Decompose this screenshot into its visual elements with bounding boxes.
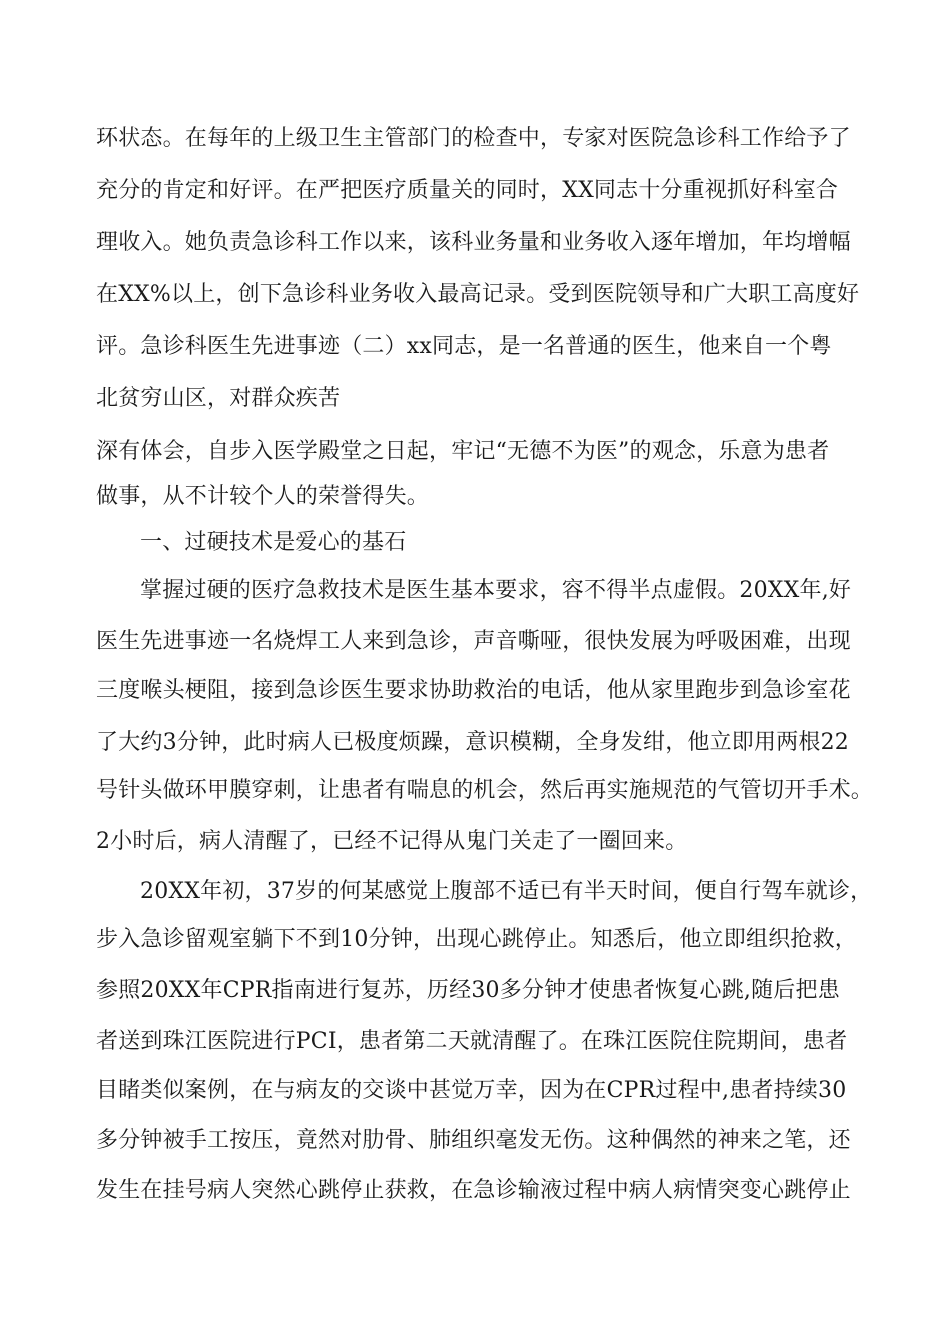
text-line: 者送到珠江医院进行PCI，患者第二天就清醒了。在珠江医院住院期间，患者 bbox=[96, 1029, 848, 1054]
text-line: 参照20XX年CPR指南进行复苏，历经30多分钟才使患者恢复心跳,随后把患 bbox=[96, 978, 840, 1003]
text-line: 三度喉头梗阻，接到急诊医生要求协助救治的电话，他从家里跑步到急诊室花 bbox=[96, 678, 851, 703]
text-line: 多分钟被手工按压，竟然对肋骨、肺组织毫发无伤。这种偶然的神来之笔，还 bbox=[96, 1128, 851, 1153]
text-line: 目睹类似案例，在与病友的交谈中甚觉万幸，因为在CPR过程中,患者持续30 bbox=[96, 1078, 847, 1103]
text-line: 做事，从不计较个人的荣誉得失。 bbox=[96, 484, 430, 509]
text-line: 2小时后，病人清醒了，已经不记得从鬼门关走了一圈回来。 bbox=[96, 829, 688, 854]
text-line: 深有体会，自步入医学殿堂之日起，牢记“无德不为医”的观念，乐意为患者 bbox=[96, 439, 830, 464]
text-line: 了大约3分钟，此时病人已极度烦躁，意识模糊，全身发绀，他立即用两根22 bbox=[96, 730, 849, 755]
section-heading: 一、过硬技术是爱心的基石 bbox=[140, 530, 407, 555]
text-line: 在XX%以上，创下急诊科业务收入最高记录。受到医院领导和广大职工高度好 bbox=[96, 282, 860, 307]
text-line: 评。急诊科医生先进事迹（二）xx同志，是一名普通的医生，他来自一个粤 bbox=[96, 334, 832, 359]
text-line: 20XX年初，37岁的何某感觉上腹部不适已有半天时间，便自行驾车就诊， bbox=[140, 879, 873, 904]
text-line: 医生先进事迹一名烧焊工人来到急诊，声音嘶哑，很快发展为呼吸困难，出现 bbox=[96, 629, 851, 654]
text-line: 掌握过硬的医疗急救技术是医生基本要求，容不得半点虚假。20XX年,好 bbox=[140, 578, 852, 603]
text-line: 发生在挂号病人突然心跳停止获救，在急诊输液过程中病人病情突变心跳停止 bbox=[96, 1178, 851, 1203]
text-line: 号针头做环甲膜穿刺，让患者有喘息的机会，然后再实施规范的气管切开手术。 bbox=[96, 778, 874, 803]
text-line: 步入急诊留观室躺下不到10分钟，出现心跳停止。知悉后，他立即组织抢救， bbox=[96, 927, 857, 952]
text-line: 北贫穷山区，对群众疾苦 bbox=[96, 386, 341, 411]
text-line: 环状态。在每年的上级卫生主管部门的检查中，专家对医院急诊科工作给予了 bbox=[96, 126, 851, 151]
text-line: 充分的肯定和好评。在严把医疗质量关的同时，XX同志十分重视抓好科室合 bbox=[96, 178, 839, 203]
text-line: 理收入。她负责急诊科工作以来，该科业务量和业务收入逐年增加，年均增幅 bbox=[96, 230, 851, 255]
